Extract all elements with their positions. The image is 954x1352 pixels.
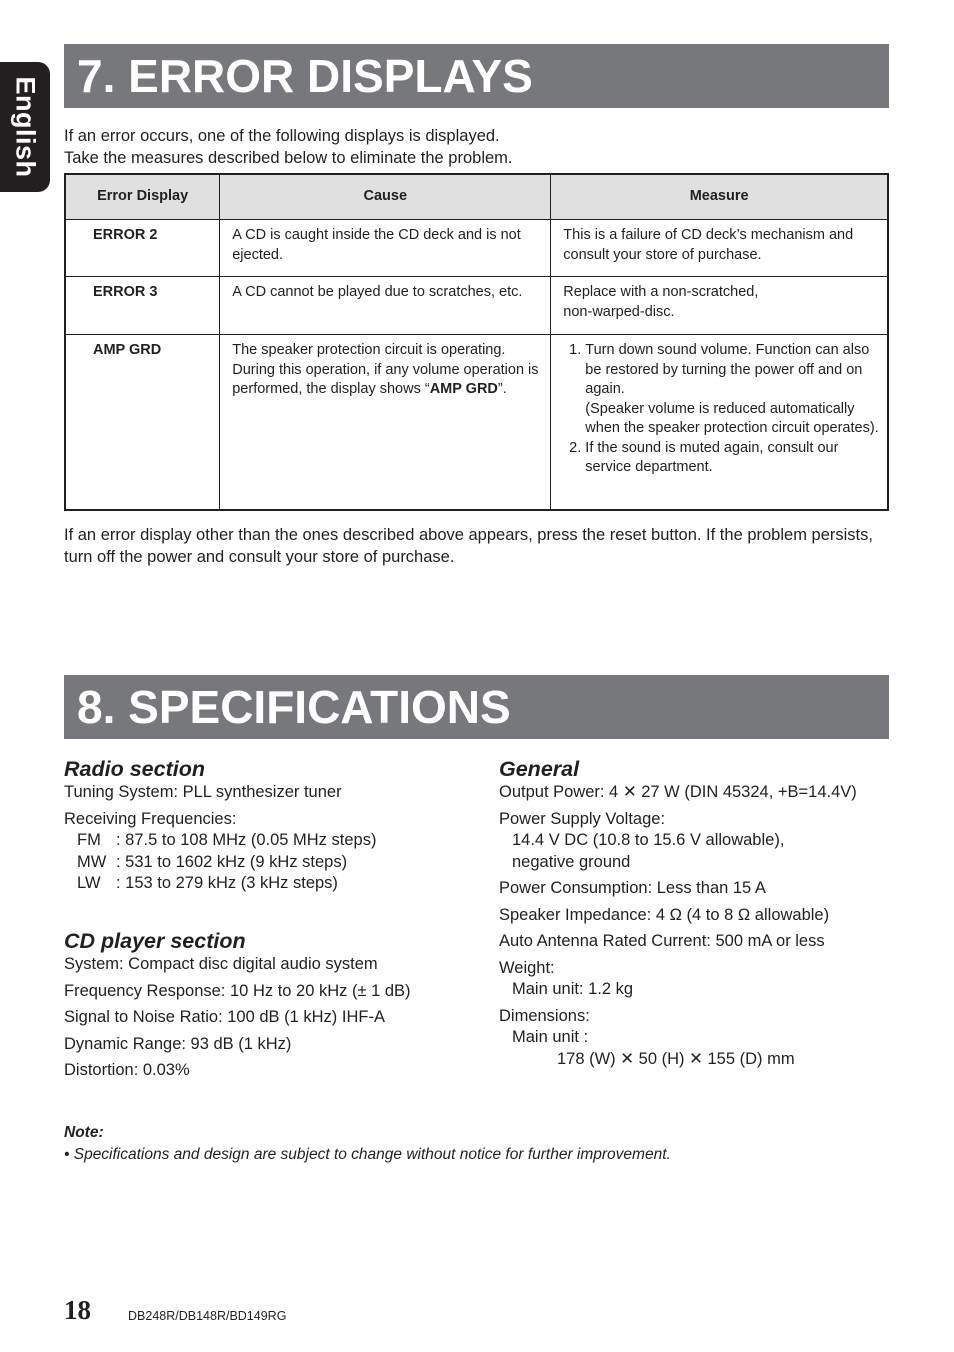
header-measure: Measure [551,174,888,220]
antenna-current: Auto Antenna Rated Current: 500 mA or less [499,932,825,950]
measure-line: Replace with a non-scratched, [563,284,759,300]
error-code: ERROR 2 [65,220,220,277]
power-supply-value: 14.4 V DC (10.8 to 15.6 V allowable), [512,831,785,849]
error-table-header-row [65,174,888,220]
error-intro-line: Take the measures described below to eliminate the problem. [64,149,513,167]
weight-label: Weight: [499,958,555,977]
table-row [65,277,888,335]
dimensions-label: Dimensions: [499,1006,590,1025]
speaker-impedance: Speaker Impedance: 4 Ω (4 to 8 Ω allowable) [499,905,830,924]
error-intro-line: If an error occurs, one of the following displays is displayed. [64,127,500,145]
page-number: 18 [64,1295,91,1325]
cd-spec: System: Compact disc digital audio system [64,955,378,973]
band-name: LW [77,874,101,892]
error-measure [551,277,888,335]
dimensions-value: 178 (W) ✕ 50 (H) ✕ 155 (D) mm [557,1049,795,1068]
measure-item [585,341,879,439]
cd-spec: Distortion: 0.03% [64,1061,190,1079]
band-name: MW [77,852,107,871]
cd-spec: Frequency Response: 10 Hz to 20 kHz (± 1 dB) [64,981,411,1000]
general-section [499,756,899,1070]
band-row [64,830,474,852]
band-name: FM [77,831,101,849]
weight-value: Main unit: 1.2 kg [512,980,634,998]
language-tab-label: English [10,76,41,178]
error-cause: A CD is caught inside the CD deck and is not ejected. [220,220,551,277]
tuning-system: Tuning System: PLL synthesizer tuner [64,783,342,801]
radio-section [64,756,474,895]
cause-text-end: ”. [497,381,507,397]
band-range: : 153 to 279 kHz (3 kHz steps) [116,874,338,892]
power-supply-ground: negative ground [512,852,631,871]
error-cause: A CD cannot be played due to scratches, etc. [220,277,551,335]
cd-spec: Signal to Noise Ratio: 100 dB (1 kHz) IHF-A [64,1008,385,1026]
note [64,1122,671,1166]
spec-section-header [64,675,889,739]
language-tab [0,62,50,192]
measure-item-text: Turn down sound volume. Function can also be restored by turning the power off and on again. [585,342,870,397]
receiving-frequencies-label: Receiving Frequencies: [64,809,237,828]
header-error-display: Error Display [65,174,220,220]
band-row [64,873,474,895]
error-section-header [64,44,889,108]
band-range: : 531 to 1602 kHz (9 kHz steps) [116,852,348,871]
error-measure: This is a failure of CD deck’s mechanism and consult your store of purchase. [551,220,888,277]
cd-heading: CD player section [64,929,246,953]
power-supply-label: Power Supply Voltage: [499,809,666,828]
cause-text: The speaker protection circuit is operating. During this operation, if any volume operation is performed, the display shows “ [232,342,539,397]
band-range: : 87.5 to 108 MHz (0.05 MHz steps) [116,831,377,849]
table-row [65,220,888,277]
error-code: ERROR 3 [65,277,220,335]
cd-section [64,928,474,1087]
dimensions-sub: Main unit : [512,1028,589,1046]
error-cause [220,335,551,510]
error-intro [64,125,513,169]
measure-line: non-warped-disc. [563,303,675,320]
general-heading: General [499,757,580,781]
note-text: • Specifications and design are subject to change without notice for further improvement. [64,1146,671,1163]
cd-spec: Dynamic Range: 93 dB (1 kHz) [64,1034,292,1053]
band-row [64,852,474,874]
spec-section-title: 8. SPECIFICATIONS [77,681,511,733]
radio-heading: Radio section [64,757,205,781]
model-number: DB248R/DB148R/BD149RG [128,1309,287,1323]
cause-display-name: AMP GRD [429,381,498,397]
measure-list [563,341,879,478]
power-consumption: Power Consumption: Less than 15 A [499,879,766,897]
error-section-title: 7. ERROR DISPLAYS [77,50,533,102]
error-code: AMP GRD [65,335,220,510]
measure-item: 2. If the sound is muted again, consult our service department. [585,439,879,478]
error-footer-text: If an error display other than the ones described above appears, press the reset button. If the problem persists, turn off the power and consult your store of purchase. [64,526,873,566]
note-label: Note: [64,1124,104,1141]
table-row [65,335,888,510]
output-power: Output Power: 4 ✕ 27 W (DIN 45324, +B=14.4V) [499,783,857,801]
header-cause: Cause [220,174,551,220]
error-measure [551,335,888,510]
error-table [64,173,889,511]
measure-item-note: (Speaker volume is reduced automatically when the speaker protection circuit operates). [585,400,879,436]
